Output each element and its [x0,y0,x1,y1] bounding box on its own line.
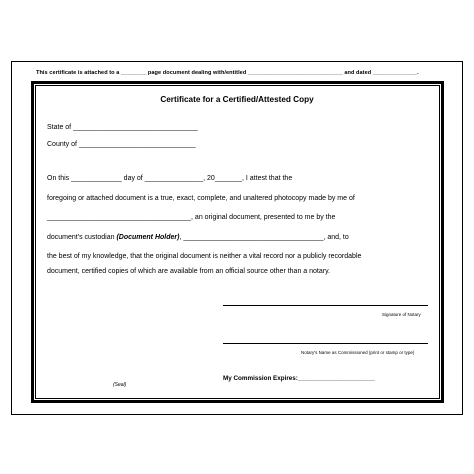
notary-name-line [223,343,428,344]
body-line-5: the best of my knowledge, that the original document is neither a vital record nor a publicly recordable [47,253,362,260]
certificate-title: Certificate for a Certified/Attested Copy [160,95,314,104]
body-line-2: foregoing or attached document is a true, exact, complete, and unaltered photocopy made by me of [47,195,355,202]
body-line-1: On this _____________ day of _______________, 20_______, I attest that the [47,175,293,182]
notary-name-label: Notary's Name as Commissioned (print or stamp or type) [301,350,415,355]
body-line-4 [47,234,349,241]
body-line-6: document, certified copies of which are available from an official source other than a notary. [47,268,331,275]
seal-label: (Seal) [113,382,127,388]
signature-label: Signature of Notary [382,312,421,317]
commission-expires-field: My Commission Expires:______________________ [223,375,375,382]
body-line-3: _____________________________________, an original document, presented to me by the [47,214,336,221]
state-of-field: State of ________________________________ [47,124,198,131]
signature-line [223,305,428,306]
custodian-text: document's custodian [47,234,117,241]
county-of-field: County of ______________________________ [47,141,196,148]
attachment-line: This certificate is attached to a ________ page document dealing with/entitled ______________________________ and dated ______________. [36,70,419,76]
document-holder-text: (Document Holder) [116,234,180,241]
custodian-name-field: , ____________________________________, and, to [179,234,349,241]
